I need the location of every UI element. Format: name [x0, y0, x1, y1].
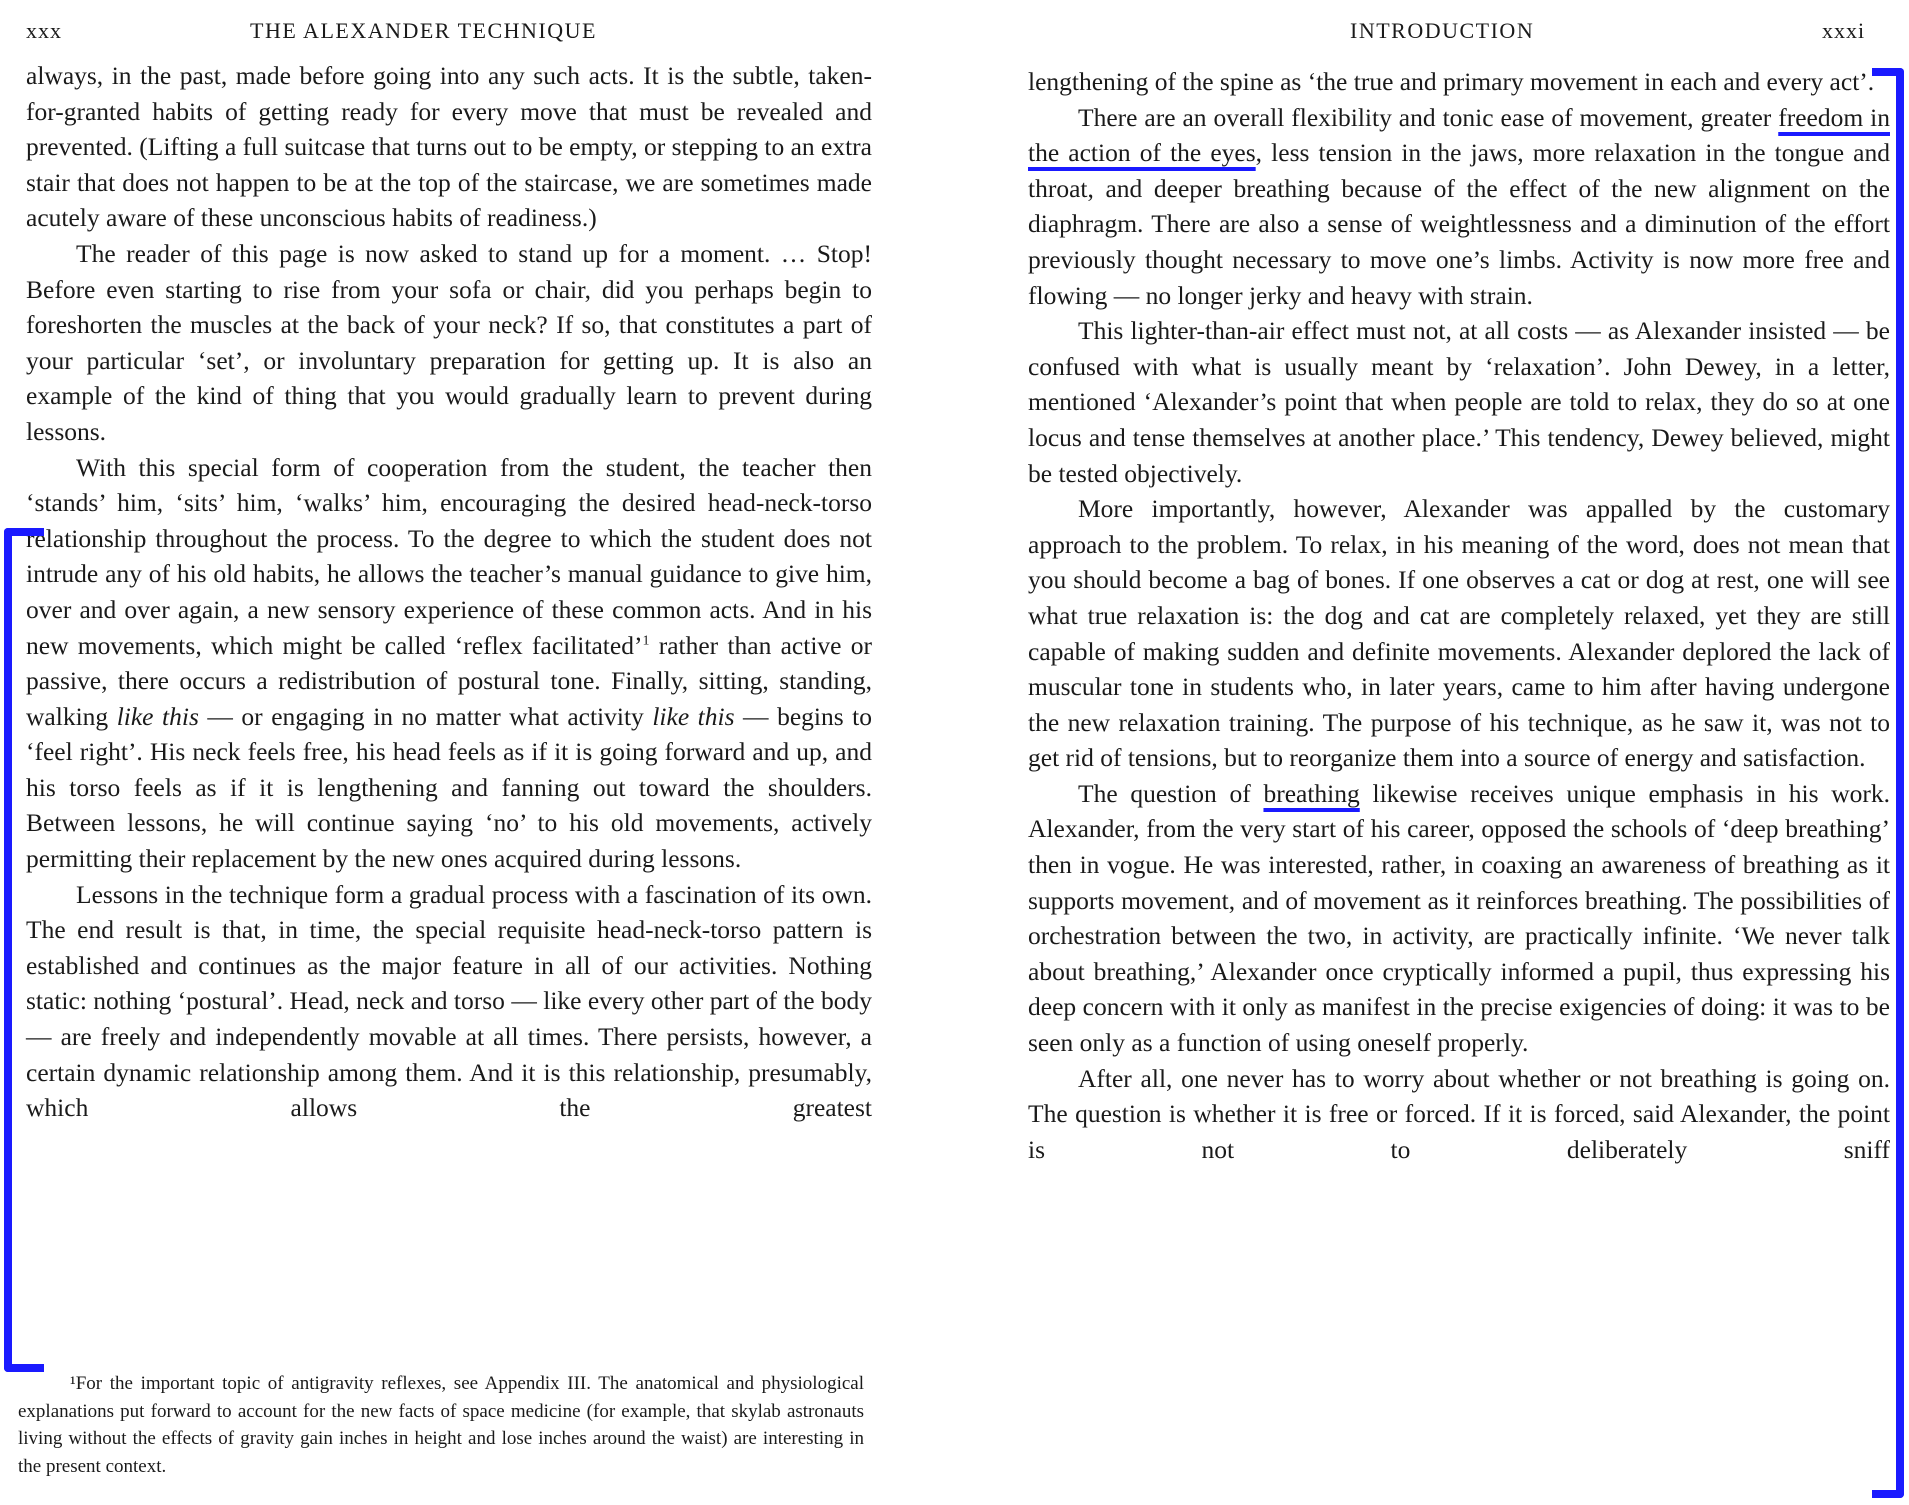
paragraph: After all, one never has to worry about whether or not breathing is going on. The question is whether it is free or forced. If it is forced, said Alexander, the point is not to deliberately sniff: [1028, 1063, 1890, 1164]
page-number: xxxi: [1822, 18, 1866, 43]
text-run: — begins to ‘feel right’. His neck feels free, his head feels as if it is going forward and up, and his torso feels as if it is lengthening and fanning out toward the shoulders. Between lessons, he will continue saying ‘no’ to his old movements, actively permitting their replacement by the new ones acquired during lessons.: [26, 701, 873, 874]
footnote-text: ¹For the important topic of antigravity reflexes, see Appendix III. The anatomical and physiological explanations put forward to account for the new facts of space medicine (for example, that skylab astronauts living without the effects of gravity gain inches in height and lose inches around the waist) are interesting in the present context.: [18, 1373, 864, 1477]
highlight-bracket-right: [1872, 68, 1904, 1498]
right-body-text: [1028, 64, 1890, 1167]
paragraph: always, in the past, made before going into any such acts. It is the subtle, taken-for-granted habits of getting ready for every move that must be revealed and prevented. (Lifting a full suitcase that turns out to be empty, or stepping to an extra stair that does not happen to be at the top of the staircase, we are sometimes made acutely aware of these unconscious habits of readiness.): [26, 61, 872, 233]
text-run: — or engaging in no matter what activity: [198, 701, 653, 731]
text-run: likewise receives unique emphasis in his work. Alexander, from the very start of his career, opposed the schools of ‘deep breathing’ then in vogue. He was interested, rather, in coaxing an awareness of breathing as it supports movement, and of movement as it reinforces breathing. The possibilities of orchestration between the two, in activity, are practically infinite. ‘We never talk about breathing,’ Alexander once cryptically informed a pupil, thus expressing his deep concern with it only as manifest in the precise exigencies of doing: it was to be seen only as a function of using oneself properly.: [1028, 778, 1890, 1058]
italic-text: like this: [116, 701, 199, 731]
footnote: [18, 1370, 864, 1480]
paragraph: [26, 450, 872, 877]
paragraph: More importantly, however, Alexander was appalled by the customary approach to the problem. To relax, in his meaning of the word, does not mean that you should become a bag of bones. If one observes a cat or dog at rest, one will see what true relaxation is: the dog and cat are completely relaxed, yet they are still capable of making sudden and definite movements. Alexander deplored the lack of muscular tone in students who, in later years, came to him after having undergone the new relaxation training. The purpose of his technique, as he saw it, was not to get rid of tensions, but to reorganize them into a source of energy and satisfaction.: [1028, 494, 1890, 773]
underlined-word: breathing: [1263, 778, 1360, 808]
page-number: xxx: [26, 18, 62, 43]
text-run: The question of: [1078, 778, 1264, 808]
paragraph: Lessons in the technique form a gradual process with a fascination of its own. The end result is that, in time, the special requisite head-neck-torso pattern is established and continues as the major feature in all of our activities. Nothing static: nothing ‘postural’. Head, neck and torso — like every other part of the body — are freely and independently movable at all times. There persists, however, a certain dynamic relationship among them. And it is this relationship, presumably, which allows the greatest: [26, 879, 872, 1123]
paragraph: The reader of this page is now asked to stand up for a moment. … Stop! Before even starting to rise from your sofa or chair, did you perhaps begin to foreshorten the muscles at the back of your neck? If so, that constitutes a part of your particular ‘set’, or involuntary preparation for getting up. It is also an example of the kind of thing that you would gradually learn to prevent during lessons.: [26, 238, 872, 446]
text-run: , less tension in the jaws, more relaxation in the tongue and throat, and deeper breathing because of the effect of the new alignment on the diaphragm. There are also a sense of weightlessness and a diminution of the effort previously thought necessary to move one’s limbs. Activity is now more free and flowing — no longer jerky and heavy with strain.: [1028, 138, 1890, 310]
highlight-bracket-left: [4, 528, 44, 1372]
paragraph: lengthening of the spine as ‘the true and primary movement in each and every act’.: [1028, 67, 1875, 96]
underlined-phrase: freedom in the action of the eyes: [1028, 102, 1890, 168]
footnote-reference[interactable]: 1: [642, 633, 650, 648]
paragraph: [1028, 100, 1890, 314]
paragraph: [1028, 776, 1890, 1061]
paragraph: This lighter-than-air effect must not, at all costs — as Alexander insisted — be confused with what is usually meant by ‘relaxation’. John Dewey, in a letter, mentioned ‘Alexander’s point that when people are told to relax, they do so at one locus and tense themselves at another place.’ This tendency, Dewey believed, might be tested objectively.: [1028, 316, 1890, 488]
left-body-text: [26, 58, 872, 1126]
running-head: THE ALEXANDER TECHNIQUE: [250, 18, 597, 43]
text-run: There are an overall flexibility and tonic ease of movement, greater: [1078, 102, 1779, 132]
running-head: INTRODUCTION: [1350, 18, 1535, 43]
italic-text: like this: [652, 701, 735, 731]
text-run: With this special form of cooperation from the student, the teacher then ‘stands’ him, ‘sits’ him, ‘walks’ him, encouraging the desired head-neck-torso relationship throughout the process. To the degree to which the student does not intrude any of his old habits, he allows the teacher’s manual guidance to give him, over and over again, a new sensory experience of these common acts. And in his new movements, which might be called ‘reflex facilitated’: [26, 452, 872, 660]
text-run: rather than active or passive, there occurs a redistribution of postural tone. Finally, sitting, standing, walking: [26, 630, 872, 731]
